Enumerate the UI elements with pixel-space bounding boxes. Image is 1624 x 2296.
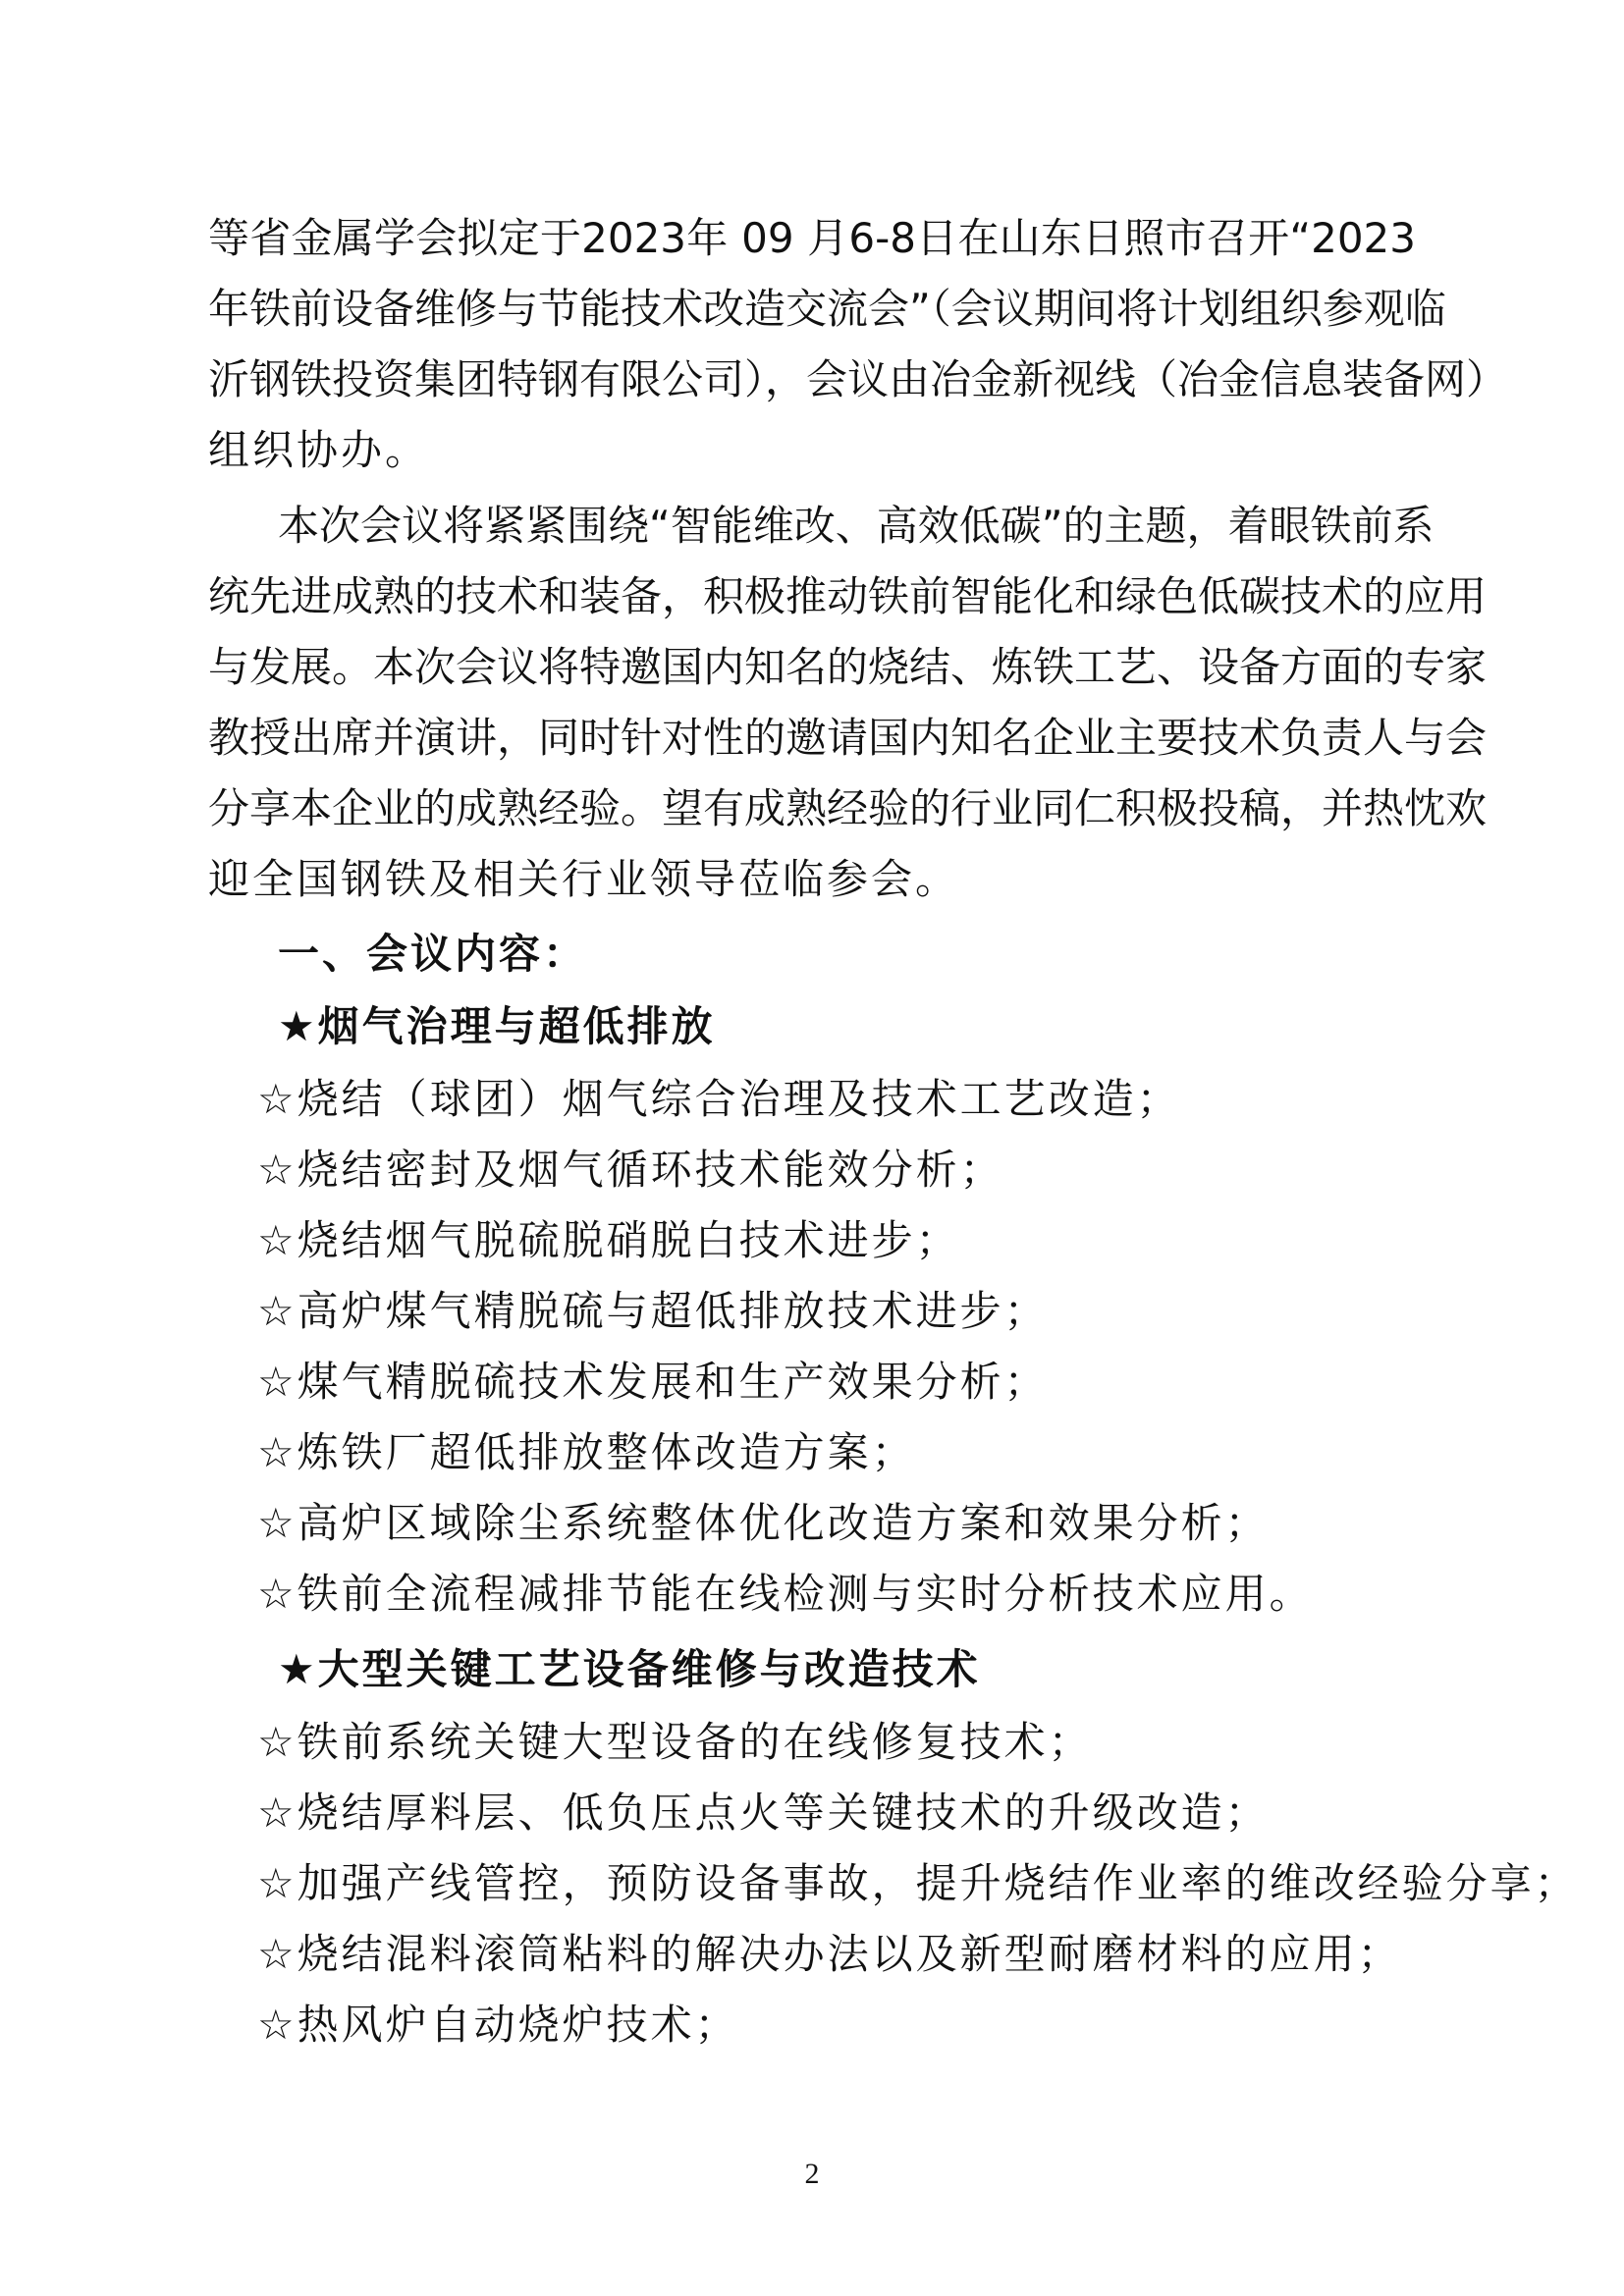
section-heading: 一、会议内容： [278, 930, 588, 978]
topic-item: ☆铁前全流程减排节能在线检测与实时分析技术应用。 [257, 1570, 1314, 1618]
topic-item: ☆烧结混料滚筒粘料的解决办法以及新型耐磨材料的应用； [257, 1930, 1402, 1978]
theme-line-1: 本次会议将紧紧围绕“智能维改、高效低碳”的主题，着眼铁前系 [278, 502, 1435, 550]
page-number: 2 [804, 2158, 820, 2190]
intro-line-2: 年铁前设备维修与节能技术改造交流会”（会议期间将计划组织参观临 [208, 285, 1446, 333]
theme-line-5: 分享本企业的成熟经验。望有成熟经验的行业同仁积极投稿，并热忱欢 [208, 784, 1488, 832]
topic-item: ☆铁前系统关键大型设备的在线修复技术； [257, 1718, 1093, 1766]
topic-item: ☆高炉区域除尘系统整体优化改造方案和效果分析； [257, 1499, 1270, 1547]
topic-title-flue-gas: ★烟气治理与超低排放 [278, 1002, 716, 1050]
topic-item: ☆烧结密封及烟气循环技术能效分析； [257, 1146, 1004, 1194]
intro-line-1: 等省金属学会拟定于2023年 09 月6-8日在山东日照市召开“2023 [208, 214, 1416, 262]
topic-item: ☆热风炉自动烧炉技术； [257, 2001, 739, 2049]
topic-item: ☆炼铁厂超低排放整体改造方案； [257, 1428, 916, 1476]
topic-item: ☆煤气精脱硫技术发展和生产效果分析； [257, 1358, 1049, 1406]
topic-item: ☆加强产线管控，预防设备事故，提升烧结作业率的维改经验分享； [257, 1859, 1579, 1907]
topic-title-equipment: ★大型关键工艺设备维修与改造技术 [278, 1645, 981, 1693]
topic-item: ☆烧结厚料层、低负压点火等关键技术的升级改造； [257, 1789, 1270, 1837]
topic-item: ☆烧结（球团）烟气综合治理及技术工艺改造； [257, 1075, 1181, 1123]
theme-line-6: 迎全国钢铁及相关行业领导莅临参会。 [208, 855, 960, 903]
theme-line-4: 教授出席并演讲，同时针对性的邀请国内知名企业主要技术负责人与会 [208, 714, 1488, 762]
theme-line-2: 统先进成熟的技术和装备，积极推动铁前智能化和绿色低碳技术的应用 [208, 572, 1488, 620]
intro-line-4: 组织协办。 [208, 426, 430, 474]
theme-line-3: 与发展。本次会议将特邀国内知名的烧结、炼铁工艺、设备方面的专家 [208, 643, 1488, 691]
intro-line-3: 沂钢铁投资集团特钢有限公司），会议由冶金新视线（冶金信息装备网） [208, 355, 1508, 403]
topic-item: ☆高炉煤气精脱硫与超低排放技术进步； [257, 1287, 1049, 1335]
topic-item: ☆烧结烟气脱硫脱硝脱白技术进步； [257, 1216, 960, 1264]
